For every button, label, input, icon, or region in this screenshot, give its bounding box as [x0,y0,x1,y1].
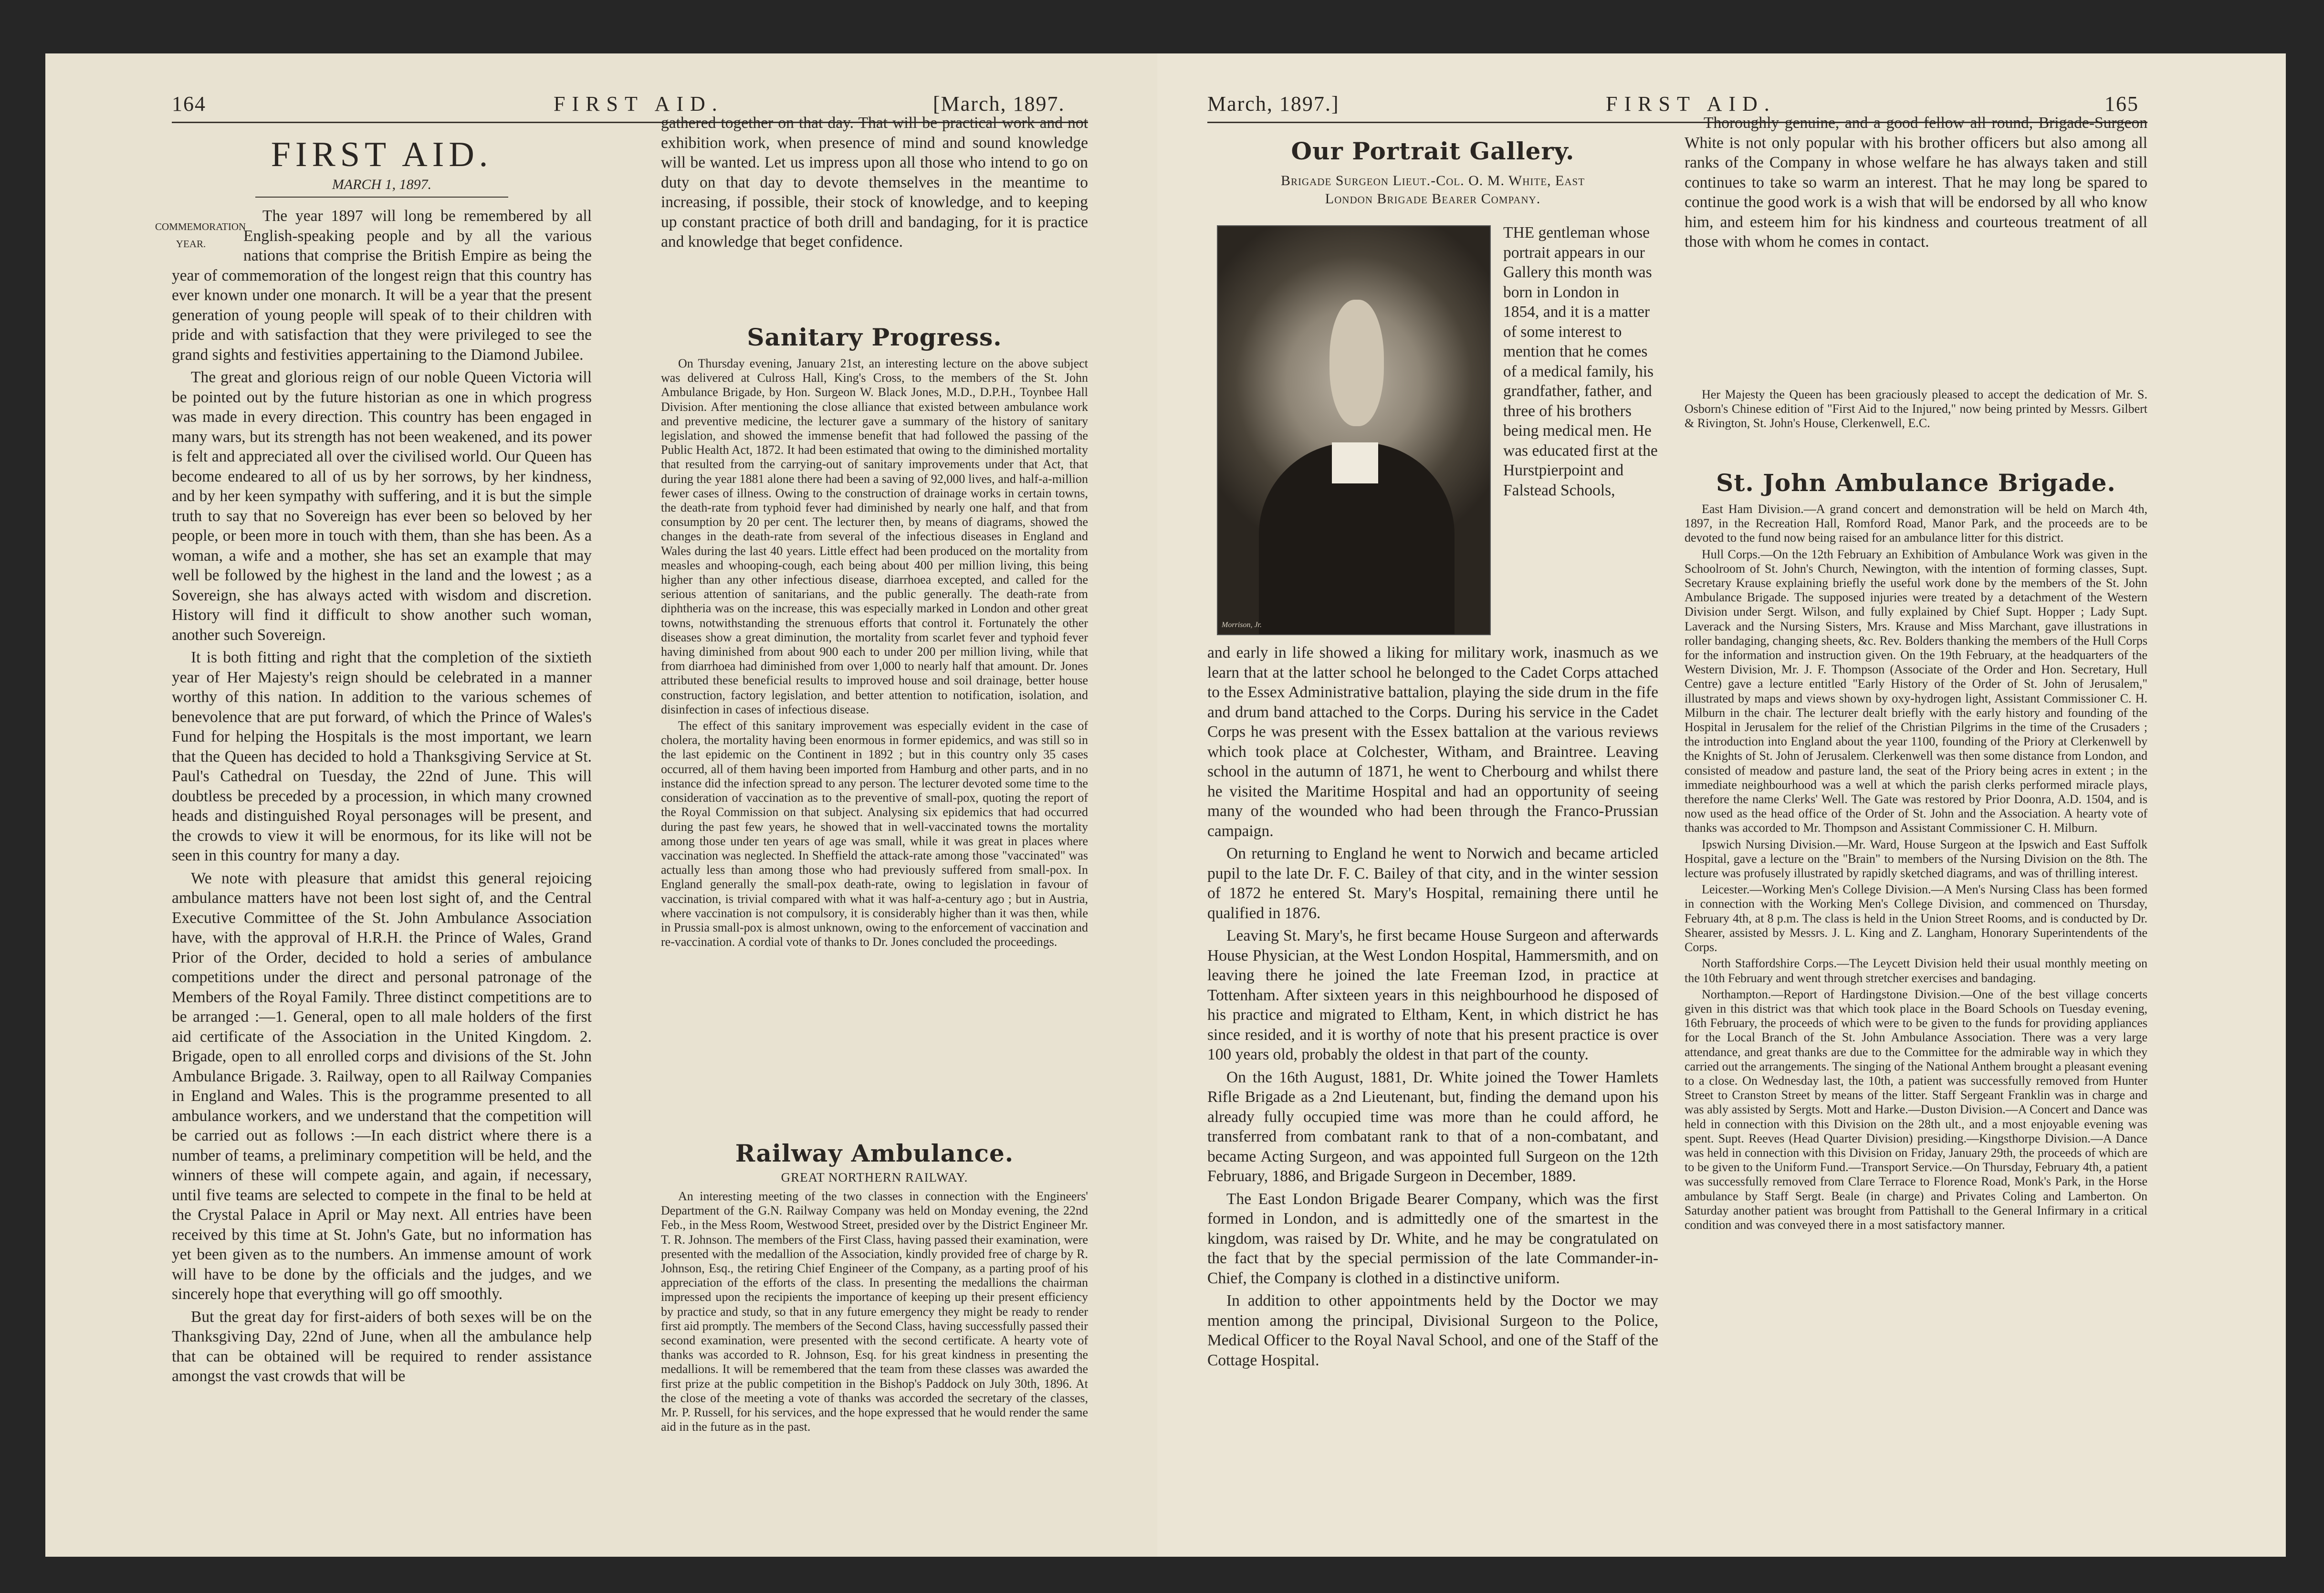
portrait-figure-head [1329,300,1384,426]
report-paragraph: Hull Corps.—On the 12th February an Exhibition of Ambulance Work was given in the Schoolroom of St. John's Church, Newington, with the intention of forming classes, Supt. Secretary Krause explaining briefly the useful work done by the members of the St. John Ambulance Brigade. The supposed injuries were treated by a detachment of the Western Division under Sergt. Wilson, and fully explained by Chief Supt. Hopper ; Lady Supt. Laverack and the Nursing Sisters, Mrs. Krause and Miss Marchant, gave illustrations in roller bandaging, changing sheets, &c. Rev. Bolders thanking the members of the Hull Corps for the information and instruction given. On the 19th February, at the headquarters of the Western Division, Mr. J. F. Thompson (Associate of the Order and Hon. Secretary, Hull Centre) gave a lecture entitled "Early History of the Order of St. John of Jerusalem," illustrated by maps and views shown by oxy-hydrogen light, Assistant Commissioner C. H. Milburn in the chair. The lecturer dealt briefly with the early history and founding of the Hospital in Jerusalem for the relief of the Christian Pilgrims in the time of the Crusaders ; the introduction into England about the year 1100, founding of the Priory at Clerkenwell by the Knights of St. John of Jerusalem. Clerkenwell was then some distance from London, and consisted of meadow and pasture land, the seat of the Priory being acres in extent ; in the immediate neighbourhood was a well at which the parish clerks performed miracle plays, therefore the name Clerks' Well. The Gate was restored by Prior Doonra, A.D. 1504, and is now used as the head office of the Order of St. John and the Association. A hearty vote of thanks was accorded to Mr. Thompson and Assistant Commissioner C. H. Milburn. [1685,547,2147,835]
side-note-space [172,206,243,259]
gallery-side-column [1503,223,1658,643]
article-paragraph: On Thursday evening, January 21st, an interesting lecture on the above subject was delivered at Culross Hall, King's Cross, to the members of the St. John Ambulance Brigade, by Hon. Surgeon W. Black Jones, M.D., D.P.H., Toynbee Hall Division. After mentioning the close alliance that existed between ambulance work and preventive medicine, the lecturer gave a summary of the history of sanitary legislation, and showed the immense benefit that had followed the passing of the Public Health Act, 1872. It had been estimated that owing to the diminished mortality that resulted from the carrying-out of sanitary improvements under that Act, that during the year 1881 alone there had been a saving of 92,000 lives, and half-a-million fewer cases of illness. Owing to the construction of drainage works in certain towns, the death-rate from typhoid fever had diminished by nearly one half, and that from consumption by 20 per cent. The lecturer then, by means of diagrams, showed the changes in the death-rate from several of the infectious diseases in England and Wales during the last 40 years. Little effect had been produced on the mortality from measles and whooping-cough, each being about 400 per million living, this being higher than any other infectious disease, diarrhoea excepted, and called for the serious attention of sanitarians, and the public generally. The death-rate from diphtheria was on the increase, this was especially marked in London and other great towns, notwithstanding the strenuous efforts that control it. Fortunately the other diseases show a great diminution, the mortality from scarlet fever and typhoid fever having diminished from about 900 each to under 200 per million living, while that from diarrhoea had diminished from over 1,000 to nearly half that amount. Dr. Jones attributed these beneficial results to improved house and soil drainage, better house construction, factory legislation, and better attention to notification, isolation, and disinfection in cases of infectious disease. [661,356,1088,716]
left-page [45,53,1157,1557]
running-title: FIRST AID. [554,92,724,115]
st-john-brigade-reports [1685,502,2147,1528]
side-note: COMMEMORATION YEAR. [155,221,246,250]
running-date: [March, 1897. [933,92,1065,115]
page-number: 165 [2104,92,2139,115]
article-paragraph: The effect of this sanitary improvement was especially evident in the case of cholera, the mortality having been enormous in former epidemics, and was still so in the last epidemic on the Continent in 1892 ; but in this country only 35 cases occurred, all of them having been imported from Hamburg and other parts, and in no instance did the infection spread to any person. The lecturer devoted some time to the consideration of vaccination as to the preventive of small-pox, quoting the report of the Royal Commission on that subject. Analysing six epidemics that had occurred during the past few years, he showed that in well-vaccinated towns the mortality among those under ten years of age was small, while it was great in places where vaccination was neglected. In Sheffield the attack-rate among those "vaccinated" was actually less than among those who had previously suffered from small-pox. In England generally the small-pox death-rate, owing to legislation in favour of vaccination, is trivial compared with what it was half-a-century ago ; but in Austria, where vaccination is not compulsory, it is considerably higher than it was then, while in Prussia small-pox is almost unknown, owing to the enforcement of vaccination and re-vaccination. A cordial vote of thanks to Dr. Jones concluded the proceedings. [661,719,1088,949]
royal-dedication-note [1685,388,2147,452]
railway-ambulance-article [661,1189,1088,1523]
editorial-paragraph: We note with pleasure that amidst this general rejoicing ambulance matters have not been lost sight of, and the Central Executive Committee of the St. John Ambulance Association have, with the approval of H.R.H. the Prince of Wales, Grand Prior of the Order, decided to hold a series of ambulance competitions under the direct and personal patronage of the Members of the Royal Family. Three distinct competitions are to be arranged :—1. General, open to all male holders of the first aid certificate of the Association in the United Kingdom. 2. Brigade, open to all enrolled corps and divisions of the St. John Ambulance Brigade. 3. Railway, open to all Railway Companies in England and Wales. This is the programme presented to all ambulance workers, and we understand that the competition will be carried out as follows :—In each district where there is a number of teams, a preliminary competition will be held, and the winners of these will compete again, and again, if necessary, until five teams are selected to compete in the final to be held at the Crystal Palace in April or May next. All entries have been received by this time at St. John's Gate, but no information has yet been given as to the numbers. An immense amount of work will have to be done by the officials and the judges, and we sincerely hope that everything will go off smoothly. [172,869,592,1303]
report-paragraph: Leicester.—Working Men's College Division.—A Men's Nursing Class has been formed in connection with the Working Men's College Division, and commenced on Thursday, February 4th, at 8 p.m. The class is held in the Union Street Rooms, and is conducted by Dr. Shearer, assisted by Messrs. J. L. King and Z. Langham, Honorary Superintendents of the Corps. [1685,882,2147,954]
editorial-paragraph: gathered together on that day. That will be practical work and not exhibition work, when presence of mind and sound knowledge will be wanted. Let us impress upon all those who intend to go on duty on that day to devote themselves in the meantime to increasing, if possible, their stock of knowledge, and to keeping up constant practice of both drill and bandaging, for it is practice and knowledge that beget confidence. [661,114,1088,251]
report-paragraph: Ipswich Nursing Division.—Mr. Ward, House Surgeon at the Ipswich and East Suffolk Hospital, gave a lecture on the "Brain" to members of the Nursing Division on the 8th. The lecture was profusely illustrated by rapidly sketched diagrams, and was of thrilling interest. [1685,837,2147,880]
st-john-brigade-heading: St. John Ambulance Brigade. [1716,469,2116,497]
editorial-column-1 [172,206,592,1538]
railway-subheading: GREAT NORTHERN RAILWAY. [781,1170,968,1184]
running-date: March, 1897.] [1207,92,1340,115]
railway-ambulance-heading: Railway Ambulance. [735,1139,1014,1167]
portrait-gallery-heading: Our Portrait Gallery. [1291,137,1575,165]
biography-paragraph: The East London Brigade Bearer Company, which was the first formed in London, and is admittedly one of the smartest in the kingdom, was raised by Dr. White, and he may be congratulated on the fact that by the special permission of the late Commander-in-Chief, the Company is clothed in a distinctive uniform. [1207,1190,1658,1287]
article-paragraph: An interesting meeting of the two classes in connection with the Engineers' Department of the G.N. Railway Company was held on Monday evening, the 22nd Feb., in the Mess Room, Westwood Street, presided over by the District Engineer Mr. T. R. Johnson. The members of the First Class, having passed their examination, were presented with the medallion of the Association, kindly provided free of charge by R. Johnson, Esq., the retiring Chief Engineer of the Company, as a parting proof of his appreciation of the efforts of the class. In presenting the medallions the chairman impressed upon the recipients the importance of keeping up their present efficiency by practice and study, so that in any future emergency they might be ready to render first aid promptly. The members of the Second Class, having successfully passed their second examination, were presented with the second certificate. A hearty vote of thanks was accorded to R. Johnson, Esq. for his great kindness in presenting the medallions. It will be remembered that the team from these classes was awarded the first prize at the public competition in the Bishop's Paddock on July 30th, 1896. At the close of the meeting a vote of thanks was accorded the secretary of the classes, Mr. P. Russell, for his services, and the hope expressed that he would render the same aid in the future as in the past. [661,1189,1088,1434]
page-number: 164 [172,92,206,115]
biography-paragraph: In addition to other appointments held by the Doctor we may mention among the principal, Divisional Surgeon to the Police, Medical Officer to the Royal Naval School, and one of the Staff of the Cottage Hospital. [1207,1292,1658,1369]
masthead-rule [255,197,508,198]
running-title: FIRST AID. [1606,92,1776,115]
note-paragraph: Her Majesty the Queen has been graciously pleased to accept the dedication of Mr. S. Osborn's Chinese edition of "First Aid to the Injured," now being printed by Messrs. Gilbert & Rivington, St. John's House, Clerkenwell, E.C. [1685,388,2147,430]
masthead-date: MARCH 1, 1897. [332,177,432,192]
editorial-paragraph: But the great day for first-aiders of both sexes will be on the Thanksgiving Day, 22nd of June, when all the ambulance help that can be obtained will be required to render assistance amongst the vast crowds that will be [172,1308,592,1385]
gallery-closing-paragraph: Thoroughly genuine, and a good fellow all round, Brigade-Surgeon White is not only popular with his brother officers but also among all ranks of the Company in whose welfare he has always taken and still continues to take so warm an interest. That he may long be spared to continue the good work is a wish that will be endorsed by all who know him, and esteem him for his kindness and courteous treatment of all those with whom he comes in contact. [1685,114,2147,251]
gallery-subheading-1: Brigade Surgeon Lieut.-Col. O. M. White, East [1280,173,1585,189]
gallery-intro: THE gentleman whose portrait appears in our Gallery this month was born in London in 1854, and it is a matter of some interest to mention that he comes of a medical family, his grandfather, father, and three of his brothers being medical men. He was educated first at the Hurstpierpoint and Falstead Schools, [1503,224,1658,499]
sanitary-progress-article [661,356,1088,1132]
report-paragraph: North Staffordshire Corps.—The Leycett Division held their usual monthly meeting on the 10th February and went through stretcher exercises and bandaging. [1685,956,2147,985]
sanitary-progress-heading: Sanitary Progress. [747,323,1002,351]
biography-paragraph: Leaving St. Mary's, he first became House Surgeon and afterwards House Physician, at the West London Hospital, Hammersmith, and on leaving there he joined the late Freeman Izod, in practice at Tottenham. After sixteen years in this neighbourhood he disposed of his practice and migrated to Eltham, Kent, in which district he has since resided, and it is worthy of note that his present practice is over 100 years old, probably the oldest in that part of the county. [1207,927,1658,1063]
biography-paragraph: On the 16th August, 1881, Dr. White joined the Tower Hamlets Rifle Brigade as a 2nd Lieutenant, but, finding the demand upon his already fully occupied time was more than he could afford, he transferred from combatant rank to that of a non-combatant, and became Acting Surgeon, and was appointed full Surgeon on the 12th February, 1886, and Brigade Surgeon in December, 1889. [1207,1068,1658,1185]
report-paragraph: East Ham Division.—A grand concert and demonstration will be held on March 4th, 1897, in the Recreation Hall, Romford Road, Manor Park, and the proceeds are to be devoted to the fund now being raised for an ambulance litter for this district. [1685,502,2147,545]
biography-paragraph: On returning to England he went to Norwich and became articled pupil to the late Dr. F. C. Bailey of that city, and in the winter session of 1872 he entered St. Mary's Hospital, remaining there until he qualified in 1876. [1207,845,1658,922]
editorial-paragraph: The great and glorious reign of our noble Queen Victoria will be pointed out by the future historian as one in which progress was made in every direction. This country has been engaged in many wars, but its strength has not been weakened, and its power is felt and appreciated all over the civilised world. Our Queen has become endeared to all of us by her sorrows, by her kindness, and by her keen sympathy with suffering, and it is but the simple truth to say that no Sovereign has ever been so beloved by her people, or been more in touch with them, than she has been. As a woman, a wife and a mother, she has set an example that may well be followed by the highest in the land and the lowest ; as a Sovereign, she has always acted with wisdom and discretion. History will find it difficult to show another such woman, another such Sovereign. [172,368,592,644]
editorial-paragraph: The year 1897 will long be remembered by all English-speaking people and by all the various nations that comprise the British Empire as being the year of commemoration of the longest reign that this country has ever known under one monarch. It will be a year that the present generation of young people will speak of to their children with pride and with satisfaction that they were privileged to see the grand sights and festivities appertaining to the Diamond Jubilee. [172,207,592,364]
gallery-continuation [1685,113,2147,380]
portrait-figure-collar [1332,442,1378,483]
portrait-photograph [1217,225,1491,635]
gallery-biography [1207,643,1658,1547]
editorial-column-2 [661,113,1088,306]
masthead: FIRST AID. [271,135,493,174]
biography-paragraph: and early in life showed a liking for military work, inasmuch as we learn that at the latter school he belonged to the Cadet Corps attached to the Essex Administrative battalion, playing the side drum in the fife and drum band attached to the Corps. During his service in the Cadet Corps he was present with the Essex battalion at the various reviews which took place at Colchester, Witham, and Braintree. Leaving school in the autumn of 1871, he went to Cherbourg and whilst there he visited the Maritime Hospital and had an opportunity of seeing many of the wounded who had been through the Franco-Prussian campaign. [1207,644,1658,840]
report-paragraph: Northampton.—Report of Hardingstone Division.—One of the best village concerts given in this district was that which took place in the Board Schools on Tuesday evening, 16th February, the proceeds of which were to be given to the funds for providing appliances for the Local Branch of the St. John Ambulance Association. There was a very large attendance, and great thanks are due to the Committee for the admirable way in which they carried out the arrangements. The singing of the National Anthem brought a pleasant evening to a close. On Wednesday last, the 10th, a patient was successfully removed from Hunter Street to Cranston Street by means of the litter. Staff Sergeant Franklin was in charge and was ably assisted by Sergts. Mott and Harke.—Duston Division.—A Concert and Dance was held in connection with this Division on the 28th ult., and a most enjoyable evening was spent. Supt. Reeves (Head Quarter Division) presiding.—Kingsthorpe Division.—A Dance was held in connection with this Division on Friday, January 29th, the proceeds of which are to be given to the Uniform Fund.—Transport Service.—On Thursday, February 4th, a patient was successfully removed from Clare Terrace to Florence Road, Monk's Park, in the Horse ambulance by Staff Sergt. Beale (in charge) and Privates Coling and Lamberton. On Saturday another patient was brought from Pattishall to the General Infirmary in a critical condition and was conveyed there in a most satisfactory manner. [1685,987,2147,1232]
right-page [1157,53,2286,1557]
editorial-paragraph: It is both fitting and right that the completion of the sixtieth year of Her Majesty's reign should be celebrated in a manner worthy of this nation. In addition to the various schemes of benevolence that are put forward, of which the Prince of Wales's Fund for helping the Hospitals is the most important, we learn that the Queen has decided to hold a Thanksgiving Service at St. Paul's Cathedral on Tuesday, the 22nd of June. This will doubtless be preceded by a procession, in which many crowned heads and distinguished Royal personages will be present, and the crowds to view it will be enormous, for its like will not be seen in this country for many a day. [172,649,592,864]
gallery-subheading-2: London Brigade Bearer Company. [1325,191,1541,207]
photo-credit: Morrison, Jr. [1222,621,1262,629]
